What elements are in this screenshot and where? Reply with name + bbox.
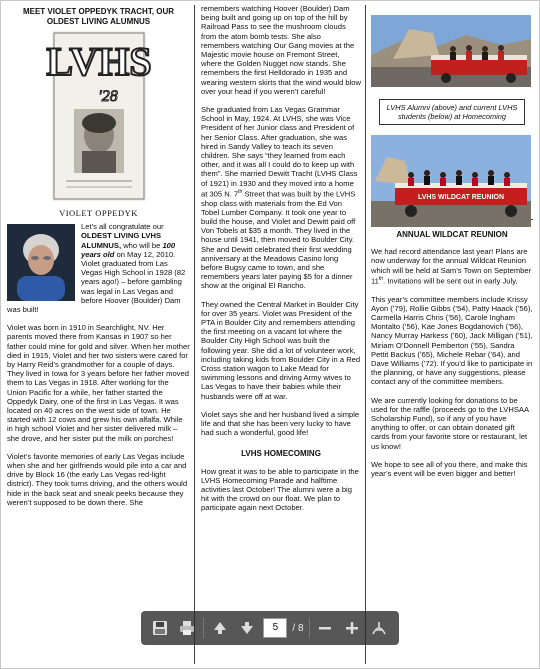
viewer-toolbar (141, 611, 399, 645)
acrobat-icon[interactable] (368, 617, 390, 639)
paragraph: Violet’s favorite memories of early Las Vegas include when she and her girlfriends would pile into a car and drive by Block 16 (the early Las Vegas red-light district). They took turns driving, and the others would hide in the back seat and sneak peeks because they weren’t supposed to be down there. She (7, 451, 188, 507)
homecoming-title: LVHS HOMECOMING (241, 449, 321, 459)
reunion-paragraph: We hope to see all of you there, and make this year’s event will be even bigger and better! (371, 459, 528, 478)
page-total: / 8 (292, 622, 304, 634)
column-left (7, 1, 190, 516)
paragraph: remembers watching Hoover (Boulder) Dam being built and going up on top of the hill by Railroad Pass to see the mushroom clouds from the atom bomb tests. She also remembers watching Our Gang movies at the Majestic movie house on Fremont Street, where the Golden Nugget now stands. She remembers the first Helldorado in 1935 and wearing western skirts that the wind would blow over your head if you weren’t careful! (201, 4, 361, 96)
article-title: MEET VIOLET OPPEDYK TRACHT, OUR OLDEST LIVING ALUMNUS (22, 7, 175, 26)
yearbook-cover-graphic (45, 31, 152, 201)
yearbook-year: '28 (97, 88, 118, 105)
print-icon[interactable] (176, 617, 198, 639)
toolbar-separator (309, 618, 310, 638)
homecoming-paragraph: How great it was to be able to participate in the LVHS Homecoming Parade and halftime activities last October! The alumni were a big hit with the crowd on our float. We plan to participate again next October. (201, 466, 359, 513)
alumni-float-photo (371, 15, 531, 87)
previous-page-icon[interactable] (209, 617, 231, 639)
column-right (371, 1, 533, 487)
zoom-out-icon[interactable] (314, 617, 336, 639)
paragraph: They owned the Central Market in Boulder City for over 35 years. Violet was President of the PTA in Boulder City and remembers attending the first meeting on a vacant lot where the Boulder City High School was built the following year. She did a lot of volunteer work, including taking kids from Boulder City in a Red Cross station wagon to Lake Mead for swimming lessons and driving Army wives to Las Vegas to have their babies while their husbands were off at war. (201, 299, 361, 401)
yearbook-letters: LVHS (45, 39, 152, 84)
next-page-icon[interactable] (236, 617, 258, 639)
toolbar-separator (203, 618, 204, 638)
float-banner-text: LVHS WILDCAT REUNION (417, 194, 505, 201)
paragraph: Violet was born in 1910 in Searchlight, NV. Her parents moved there from Kansas in 1907 so her father could mine for gold and silver. When her mother died in 1915, Violet and her two sisters were cared for by Harry Reid’s grandmother for a couple of days. They lived in Iowa for 3 years before her father moved them to Las Vegas in 1918. After working for the Union Pacific for a while, her father started the Oppedyk Dairy, one of the first in Las Vegas. It was located on 40 acres on the west side of town. He started with 12 cows and grew his own alfalfa. While in high school Violet and her sister delivered milk – she drove, and her sister put the milk on porches! (7, 323, 190, 443)
intro-paragraph: Let’s all congratulate our OLDEST LIVING LVHS ALUMNUS, who will be 100 years old on May 12, 2010. Violet graduated from Las Vegas High School in 1928 (82 years ago!) – before gambling was legal in Las Vegas and before Hoover (Boulder) Dam was built! (7, 222, 186, 315)
page-number-input[interactable]: 5 (263, 618, 287, 638)
photo-caption: LVHS Alumni (above) and current LVHS students (below) at Homecoming (379, 99, 525, 125)
paragraph: Violet says she and her husband lived a simple life and that she has been very lucky to have had such a wonderful, good life! (201, 409, 360, 438)
zoom-in-icon[interactable] (341, 617, 363, 639)
reunion-paragraph: This year’s committee members include Krissy Ayon (’79), Rollie Gibbs (’54), Patty Haack (’56), Carmella Harris Chris (’56), Carole Ingham Montalto (’56), Kae Jones Bogdanovich (’56), Nancy Murray Harkess (’60), Jack Milligan (’51), Miriam O’Donnell Pemberton (’55), Sandra Pettit Backus (’65), Michele Rebar (’64), and Dave Williams (’72). If you’d like to participate in the planning, or have any suggestions, please contact any of the committee members. (371, 294, 533, 387)
paragraph: She graduated from Las Vegas Grammar School in May, 1924. At LVHS, she was Vice President of her Junior class and President of her Senior Class. After graduation, she was hired in Sandy Valley to teach its seven children. She says “they learned from each other, and it was all I could do to keep up with them”. She married Dewitt Tracht (LVHS Class of 1921) in 1930 and they moved into a home at 305 N. 7th Street that was built by the LVHS shop class with materials from the Ed Von Tobel Lumber Company. It took one year to build the house, and Violet and Dewitt paid off Von Tobels at $35 a month. They lived in the house until 1941, then moved to Boulder City. She and Dewitt celebrated their first wedding anniversary at the Meadows Casino long before Bugsy came to town, and she remembers years later paying $5 for a dinner show at the original El Rancho. (201, 105, 358, 291)
reunion-paragraph: We are currently looking for donations to be used for the raffle (proceeds go to the LVHSAA Scholarship Fund), so if any of you have anything to offer, or can obtain donated gift cards from your favorite store or restaurant, let us know! (371, 395, 529, 451)
reunion-paragraph: We had record attendance last year! Plans are now underway for the annual Wildcat Reunion which will be held at Sam’s Town on September 11th. Invitations will be sent out in early July. (371, 247, 532, 286)
save-icon[interactable] (149, 617, 171, 639)
column-middle (201, 1, 361, 522)
column-divider (365, 5, 366, 664)
yearbook-caption: VIOLET OPPEDYK (59, 208, 138, 218)
portrait-photo (7, 224, 75, 301)
yearbook-image (45, 31, 152, 201)
column-divider (194, 5, 195, 664)
students-float-photo (371, 135, 531, 207)
reunion-title: ANNUAL WILDCAT REUNION (396, 230, 508, 239)
